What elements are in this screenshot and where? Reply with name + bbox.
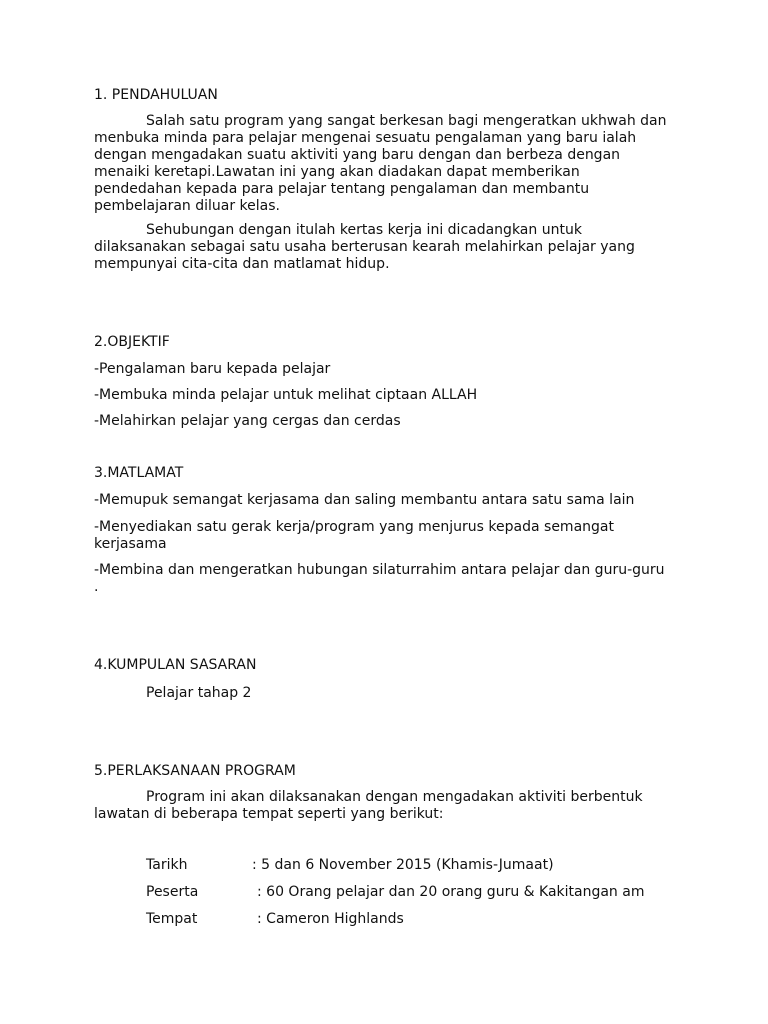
- matlamat-item-continuation: kerjasama: [94, 536, 167, 552]
- text-line: dengan mengadakan suatu aktiviti yang baru dengan dan berbeza dengan: [94, 147, 621, 163]
- heading-pendahuluan: 1. PENDAHULUAN: [94, 87, 218, 103]
- paragraph-perlaksanaan: [94, 789, 694, 823]
- detail-value: : 60 Orang pelajar dan 20 orang guru & Kakitangan am: [257, 884, 645, 900]
- text-line: dilaksanakan sebagai satu usaha berterusan kearah melahirkan pelajar yang: [94, 239, 635, 255]
- text-line: pembelajaran diluar kelas.: [94, 198, 280, 214]
- text-line: mempunyai cita-cita dan matlamat hidup.: [94, 256, 390, 272]
- matlamat-item: -Menyediakan satu gerak kerja/program yang menjurus kepada semangat: [94, 519, 614, 535]
- text-line: pendedahan kepada para pelajar tentang pengalaman dan membantu: [94, 181, 590, 197]
- objektif-item: -Melahirkan pelajar yang cergas dan cerdas: [94, 413, 401, 429]
- matlamat-item: -Memupuk semangat kerjasama dan saling membantu antara satu sama lain: [94, 492, 635, 508]
- detail-label: Tempat: [146, 911, 198, 927]
- heading-perlaksanaan: 5.PERLAKSANAAN PROGRAM: [94, 763, 296, 779]
- detail-label: Tarikh: [146, 857, 188, 873]
- matlamat-item-continuation: .: [94, 579, 99, 595]
- matlamat-item: -Membina dan mengeratkan hubungan silaturrahim antara pelajar dan guru-guru: [94, 562, 665, 578]
- text-line: Salah satu program yang sangat berkesan bagi mengeratkan ukhwah dan: [146, 113, 667, 129]
- detail-value: : Cameron Highlands: [257, 911, 404, 927]
- heading-matlamat: 3.MATLAMAT: [94, 465, 184, 481]
- detail-value: : 5 dan 6 November 2015 (Khamis-Jumaat): [252, 857, 554, 873]
- heading-sasaran: 4.KUMPULAN SASARAN: [94, 657, 257, 673]
- text-line: menaiki keretapi.Lawatan ini yang akan diadakan dapat memberikan: [94, 164, 580, 180]
- paragraph-pendahuluan-2: [94, 222, 694, 273]
- heading-objektif: 2.OBJEKTIF: [94, 334, 170, 350]
- text-line: menbuka minda para pelajar mengenai sesuatu pengalaman yang baru ialah: [94, 130, 637, 146]
- text-line: lawatan di beberapa tempat seperti yang berikut:: [94, 806, 444, 822]
- sasaran-text: Pelajar tahap 2: [146, 685, 252, 701]
- paragraph-pendahuluan-1: [94, 113, 694, 215]
- objektif-item: -Membuka minda pelajar untuk melihat ciptaan ALLAH: [94, 387, 478, 403]
- objektif-item: -Pengalaman baru kepada pelajar: [94, 361, 331, 377]
- detail-label: Peserta: [146, 884, 199, 900]
- text-line: Program ini akan dilaksanakan dengan mengadakan aktiviti berbentuk: [146, 789, 643, 805]
- text-line: Sehubungan dengan itulah kertas kerja ini dicadangkan untuk: [146, 222, 582, 238]
